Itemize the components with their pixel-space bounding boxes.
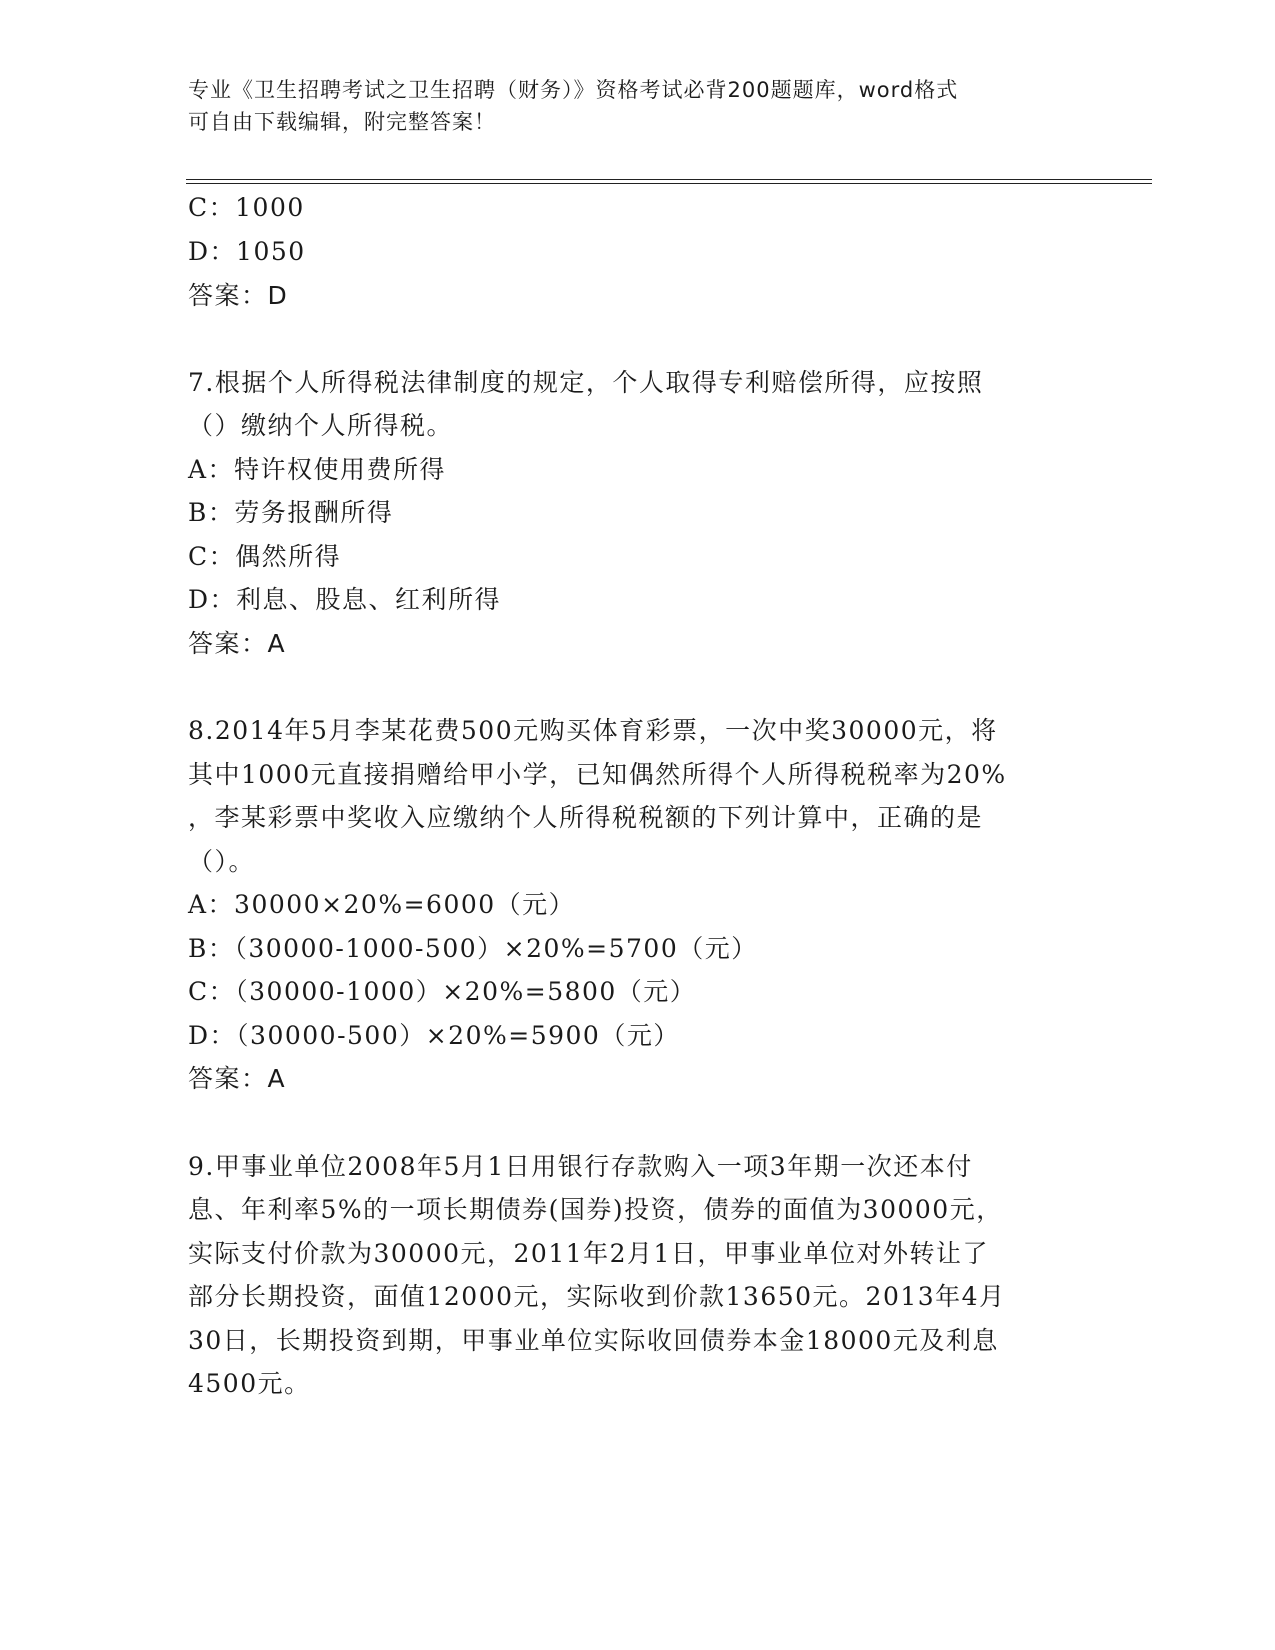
q6-option-c: C：1000: [188, 193, 305, 222]
q7-option-b: B：劳务报酬所得: [188, 498, 394, 527]
q7-stem-line-1: 7.根据个人所得税法律制度的规定，个人取得专利赔偿所得，应按照: [188, 368, 984, 397]
header-divider-top: [186, 179, 1152, 180]
q8-answer: 答案：A: [188, 1064, 287, 1093]
header-line-1: 专业《卫生招聘考试之卫生招聘（财务）》资格考试必背200题题库，word格式: [188, 78, 959, 102]
q8-option-a: A：30000×20%=6000（元）: [188, 890, 576, 919]
q7-answer: 答案：A: [188, 629, 287, 658]
q8-stem-line-2: 其中1000元直接捐赠给甲小学，已知偶然所得个人所得税税率为20%: [188, 760, 1007, 789]
q8-stem-line-1: 8.2014年5月李某花费500元购买体育彩票，一次中奖30000元，将: [188, 716, 998, 745]
q8-stem-line-4: （）。: [188, 847, 256, 876]
q9-stem-line-2: 息、年利率5%的一项长期债券(国券)投资，债券的面值为30000元，: [188, 1195, 1003, 1224]
q8-option-c: C：（30000-1000）×20%=5800（元）: [188, 977, 697, 1006]
q6-answer: 答案：D: [188, 281, 289, 310]
q9-stem-line-3: 实际支付价款为30000元，2011年2月1日，甲事业单位对外转让了: [188, 1239, 989, 1268]
document-header: [188, 74, 1068, 138]
q8-option-b: B：（30000-1000-500）×20%=5700（元）: [188, 934, 758, 963]
q7-option-c: C：偶然所得: [188, 542, 342, 571]
q9-stem-line-4: 部分长期投资，面值12000元，实际收到价款13650元。2013年4月: [188, 1282, 1006, 1311]
header-line-2: 可自由下载编辑，附完整答案！: [188, 110, 496, 134]
q9-stem-line-1: 9.甲事业单位2008年5月1日用银行存款购入一项3年期一次还本付: [188, 1152, 973, 1181]
q7-option-d: D：利息、股息、红利所得: [188, 585, 502, 614]
q9-stem-line-6: 4500元。: [188, 1369, 311, 1398]
q9-stem-line-5: 30日，长期投资到期，甲事业单位实际收回债券本金18000元及利息: [188, 1326, 999, 1355]
q8-option-d: D：（30000-500）×20%=5900（元）: [188, 1021, 680, 1050]
q7-stem-line-2: （）缴纳个人所得税。: [188, 411, 454, 440]
q8-stem-line-3: ，李某彩票中奖收入应缴纳个人所得税税额的下列计算中，正确的是: [188, 803, 984, 832]
q7-option-a: A：特许权使用费所得: [188, 455, 447, 484]
q6-option-d: D：1050: [188, 237, 306, 266]
header-divider-bottom: [186, 183, 1152, 184]
